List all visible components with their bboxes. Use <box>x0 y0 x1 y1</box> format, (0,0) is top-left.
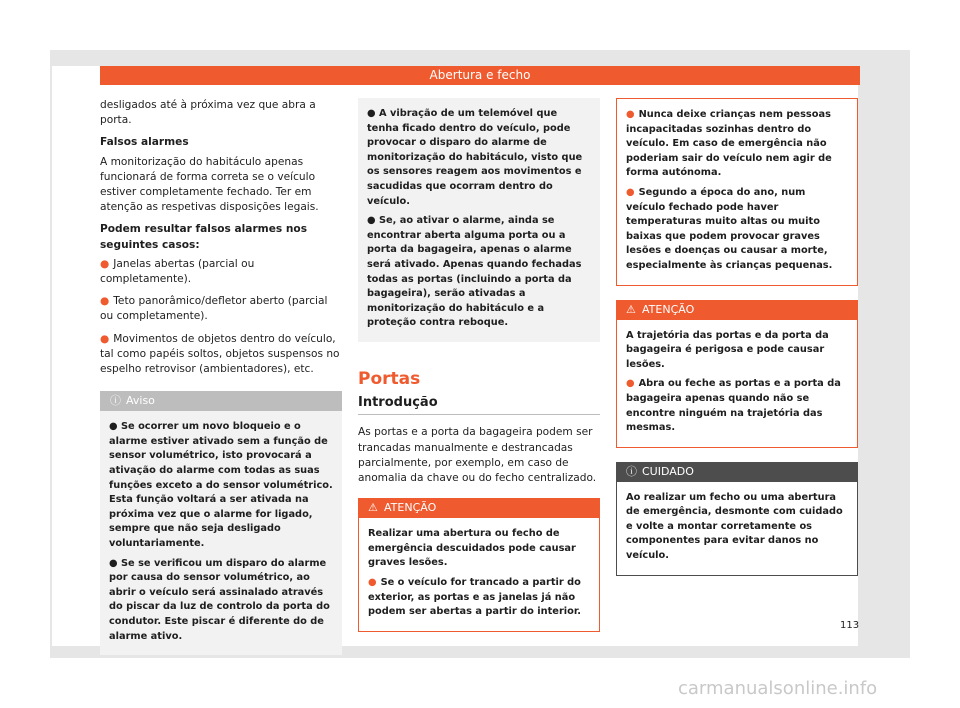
atencao-header: ⚠ ATENÇÃO <box>358 498 600 518</box>
bullet-icon: ● <box>368 576 377 588</box>
list-item: ● Movimentos de objetos dentro do veículo, tal como papéis soltos, objetos suspensos no espelho retrovisor (ambientadores), etc. <box>100 332 340 376</box>
list-item: ● A vibração de um telemóvel que tenha ficado dentro do veículo, pode provocar o disparo do alarme de monitorização do habitáculo, visto que os sensores reagem aos movimentos e sacudidas que ocorram dentro do veículo. <box>367 108 583 207</box>
cuidado-box <box>616 462 858 576</box>
page-header: Abertura e fecho <box>100 66 860 85</box>
section-subtitle: Introdução <box>358 395 600 415</box>
column-2 <box>358 98 600 632</box>
warning-continued-box <box>616 98 858 286</box>
heading-casos: Podem resultar falsos alarmes nos seguintes casos: <box>100 223 308 251</box>
paragraph: A trajetória das portas e da porta da bagageira é perigosa e pode causar lesões. <box>626 329 829 370</box>
list-item: ● Abra ou feche as portas e a porta da bagageira apenas quando não se encontre ninguém na trajetória das mesmas. <box>626 378 841 434</box>
list-item: ● Teto panorâmico/defletor aberto (parcial ou completamente). <box>100 295 328 323</box>
heading-falsos-alarmes: Falsos alarmes <box>100 136 189 149</box>
watermark: carmanualsonline.info <box>678 678 878 699</box>
atencao-header: ⚠ ATENÇÃO <box>616 300 858 320</box>
paragraph: Ao realizar um fecho ou uma abertura de emergência, desmonte com cuidado e volte a montar corretamente os componentes para evitar danos no veículo. <box>626 491 843 562</box>
section-title: Portas <box>358 368 421 389</box>
bullet-icon: ● <box>100 257 110 270</box>
list-item: ● Segundo a época do ano, num veículo fechado pode haver temperaturas muito altas ou muito baixas que podem provocar graves lesões e doenças ou causar a morte, especialmente às crianças pequenas. <box>626 186 833 271</box>
list-item: ● Se ocorrer um novo bloqueio e o alarme estiver ativado sem a função de sensor volumétrico, isto provocará a ativação do alarme com todas as suas funções exceto a do sensor volumétrico. Esta função voltará a ser ativada na próxima vez que o alarme for ligado, sempre que não seja desligado voluntariamente. <box>109 421 333 549</box>
bullet-icon: ● <box>100 332 110 345</box>
bullet-icon: ● <box>626 378 635 390</box>
atencao-box <box>616 300 858 448</box>
list-item: ● Se se verificou um disparo do alarme por causa do sensor volumétrico, ao abrir o veículo será assinalado através do piscar da luz de controlo da porta do condutor. Este piscar é diferente do de alarme ativo. <box>109 557 330 642</box>
paragraph: Realizar uma abertura ou fecho de emergência descuidados pode causar graves lesões. <box>368 528 576 569</box>
paragraph: desligados até à próxima vez que abra a porta. <box>100 99 316 127</box>
aviso-box <box>100 391 342 655</box>
column-1 <box>100 98 342 655</box>
list-item: ● Nunca deixe crianças nem pessoas incapacitadas sozinhas dentro do veículo. Em caso de emergência não poderiam sair do veículo nem agir de forma autónoma. <box>626 109 832 179</box>
bullet-icon: ● <box>626 109 635 120</box>
paragraph: A monitorização do habitáculo apenas funcionará de forma correta se o veículo estiver completamente fechado. Ter em atenção as respetivas disposições legais. <box>100 155 319 214</box>
atencao-body <box>616 320 858 448</box>
column-3 <box>616 98 858 576</box>
list-item: ● Se o veículo for trancado a partir do exterior, as portas e as janelas já não podem ser abertas a partir do interior. <box>368 576 582 618</box>
info-icon: ⓘ <box>110 394 121 408</box>
warning-icon: ⚠ <box>626 302 636 316</box>
bullet-icon: ● <box>626 186 635 198</box>
list-item: ● Se, ao ativar o alarme, ainda se encontrar aberta alguma porta ou a porta da bagageira, apenas o alarme será ativado. Apenas quando fechadas todas as portas (incluindo a porta da bagageira), serão ativadas a monitorização do habitáculo e a proteção contra reboque. <box>367 215 582 329</box>
aviso-header: ⓘ Aviso <box>100 391 342 411</box>
list-item: ● Janelas abertas (parcial ou completamente). <box>100 257 255 286</box>
paragraph: As portas e a porta da bagageira podem ser trancadas manualmente e destrancadas parcialmente, por exemplo, em caso de anomalia da chave ou do fecho centralizado. <box>358 426 597 484</box>
note-box <box>358 98 600 342</box>
cuidado-body <box>616 482 858 576</box>
bullet-icon: ● <box>100 295 110 308</box>
caution-icon: ⓘ <box>626 464 637 478</box>
cuidado-header: ⓘ CUIDADO <box>616 462 858 482</box>
warning-icon: ⚠ <box>368 501 378 515</box>
page-number: 113 <box>840 620 860 631</box>
atencao-body <box>358 518 600 632</box>
aviso-body <box>100 411 342 655</box>
atencao-box <box>358 498 600 632</box>
